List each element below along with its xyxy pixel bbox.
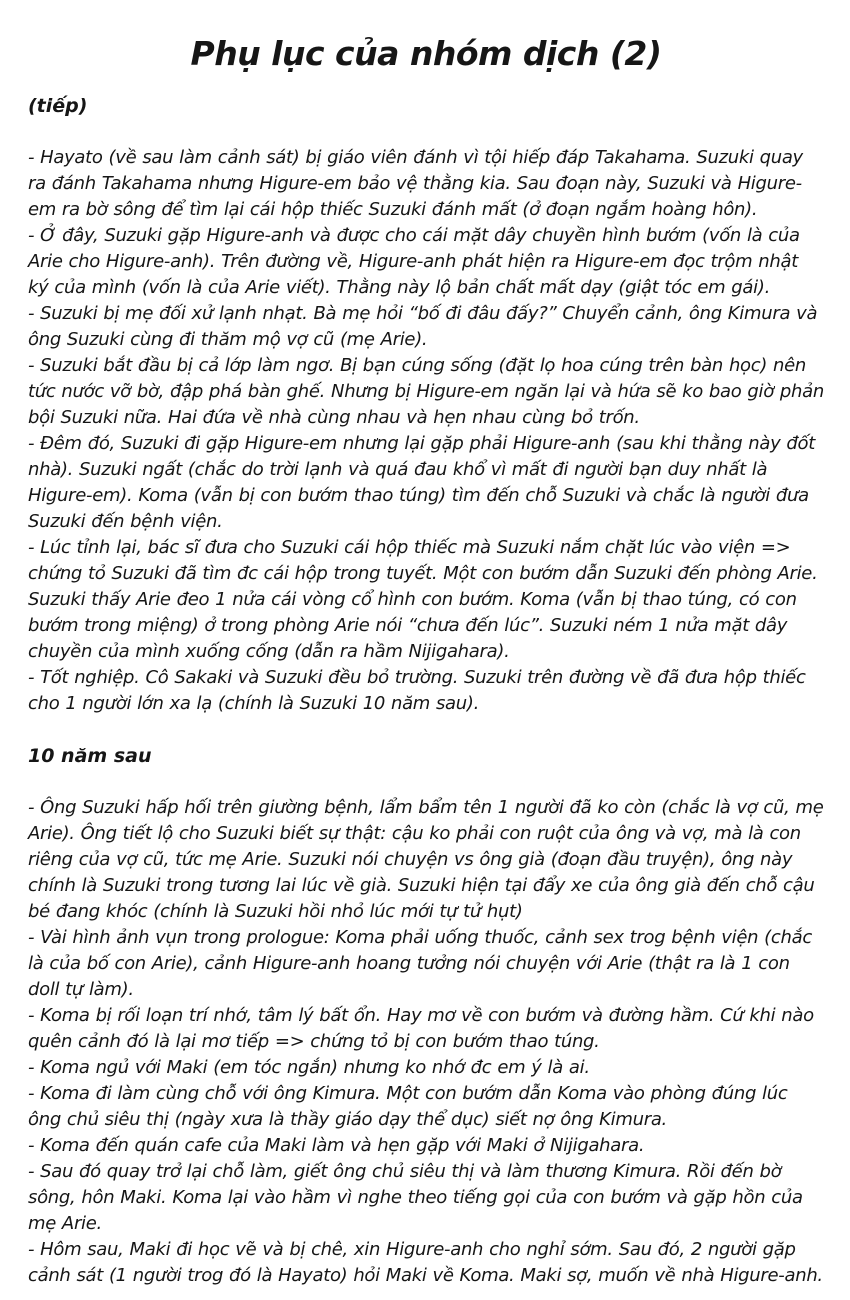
paragraph: - Hôm sau, Maki đi học vẽ và bị chê, xin Higure-anh cho nghỉ sớm. Sau đó, 2 người gặp cảnh sát (1 người trog đó là Hayato) hỏi Maki về Koma. Maki sợ, muốn về nhà Higure-anh. (28, 1239, 823, 1286)
section-heading-10-years-later: 10 năm sau (28, 745, 152, 767)
paragraph: - Ông Suzuki hấp hối trên giường bệnh, lẩm bẩm tên 1 người đã ko còn (chắc là vợ cũ, mẹ Arie). Ông tiết lộ cho Suzuki biết sự thật: cậu ko phải con ruột của ông và vợ, mà là con riêng của vợ cũ, tức mẹ Arie. Suzuki nói chuyện vs ông già (đoạn đầu truyện), ông này chính là Suzuki trong tương lai lúc về già. Suzuki hiện tại đẩy xe của ông già đến chỗ cậu bé đang khóc (chính là Suzuki hồi nhỏ lúc mới tự tử hụt) (28, 797, 824, 922)
paragraph: - Hayato (về sau làm cảnh sát) bị giáo viên đánh vì tội hiếp đáp Takahama. Suzuki quay ra đánh Takahama nhưng Higure-em bảo vệ thằng kia. Sau đoạn này, Suzuki và Higure-em ra bờ sông để tìm lại cái hộp thiếc Suzuki đánh mất (ở đoạn ngắm hoàng hôn). (28, 147, 803, 220)
paragraph: - Suzuki bị mẹ đối xử lạnh nhạt. Bà mẹ hỏi “bố đi đâu đấy?” Chuyển cảnh, ông Kimura và ông Suzuki cùng đi thăm mộ vợ cũ (mẹ Arie). (28, 303, 818, 350)
part1-paragraphs (28, 145, 824, 717)
paragraph: - Koma ngủ với Maki (em tóc ngắn) nhưng ko nhớ đc em ý là ai. (28, 1057, 590, 1078)
part2-paragraphs (28, 795, 824, 1289)
paragraph: - Đêm đó, Suzuki đi gặp Higure-em nhưng lại gặp phải Higure-anh (sau khi thằng này đốt nhà). Suzuki ngất (chắc do trời lạnh và quá đau khổ vì mất đi người bạn duy nhất là Higure-em). Koma (vẫn bị con bướm thao túng) tìm đến chỗ Suzuki và chắc là người đưa Suzuki đến bệnh viện. (28, 433, 815, 532)
paragraph: - Koma đi làm cùng chỗ với ông Kimura. Một con bướm dẫn Koma vào phòng đúng lúc ông chủ siêu thị (ngày xưa là thầy giáo dạy thể dục) siết nợ ông Kimura. (28, 1083, 788, 1130)
paragraph: - Suzuki bắt đầu bị cả lớp làm ngơ. Bị bạn cúng sống (đặt lọ hoa cúng trên bàn học) nên tức nước vỡ bờ, đập phá bàn ghế. Nhưng bị Higure-em ngăn lại và hứa sẽ ko bao giờ phản bội Suzuki nữa. Hai đứa về nhà cùng nhau và hẹn nhau cùng bỏ trốn. (28, 355, 824, 428)
paragraph: - Ở đây, Suzuki gặp Higure-anh và được cho cái mặt dây chuyền hình bướm (vốn là của Arie cho Higure-anh). Trên đường về, Higure-anh phát hiện ra Higure-em đọc trộm nhật ký của mình (vốn là của Arie viết). Thằng này lộ bản chất mất dạy (giật tóc em gái). (28, 225, 800, 298)
page-title: Phụ lục của nhóm dịch (2) (190, 34, 662, 73)
paragraph: - Tốt nghiệp. Cô Sakaki và Suzuki đều bỏ trường. Suzuki trên đường về đã đưa hộp thiếc cho 1 người lớn xa lạ (chính là Suzuki 10 năm sau). (28, 667, 806, 714)
paragraph: - Sau đó quay trở lại chỗ làm, giết ông chủ siêu thị và làm thương Kimura. Rồi đến bờ sông, hôn Maki. Koma lại vào hầm vì nghe theo tiếng gọi của con bướm và gặp hồn của mẹ Arie. (28, 1161, 803, 1234)
continued-note: (tiếp) (28, 95, 88, 117)
paragraph: - Koma đến quán cafe của Maki làm và hẹn gặp với Maki ở Nijigahara. (28, 1135, 645, 1156)
paragraph: - Lúc tỉnh lại, bác sĩ đưa cho Suzuki cái hộp thiếc mà Suzuki nắm chặt lúc vào viện => chứng tỏ Suzuki đã tìm đc cái hộp trong tuyết. Một con bướm dẫn Suzuki đến phòng Arie. Suzuki thấy Arie đeo 1 nửa cái vòng cổ hình con bướm. Koma (vẫn bị thao túng, có con bướm trong miệng) ở trong phòng Arie nói “chưa đến lúc”. Suzuki ném 1 nửa mặt dây chuyền của mình xuống cống (dẫn ra hầm Nijigahara). (28, 537, 818, 662)
paragraph: - Vài hình ảnh vụn trong prologue: Koma phải uống thuốc, cảnh sex trog bệnh viện (chắc là của bố con Arie), cảnh Higure-anh hoang tưởng nói chuyện với Arie (thật ra là 1 con doll tự làm). (28, 927, 812, 1000)
paragraph: - Koma bị rối loạn trí nhớ, tâm lý bất ổn. Hay mơ về con bướm và đường hầm. Cứ khi nào quên cảnh đó là lại mơ tiếp => chứng tỏ bị con bướm thao túng. (28, 1005, 814, 1052)
